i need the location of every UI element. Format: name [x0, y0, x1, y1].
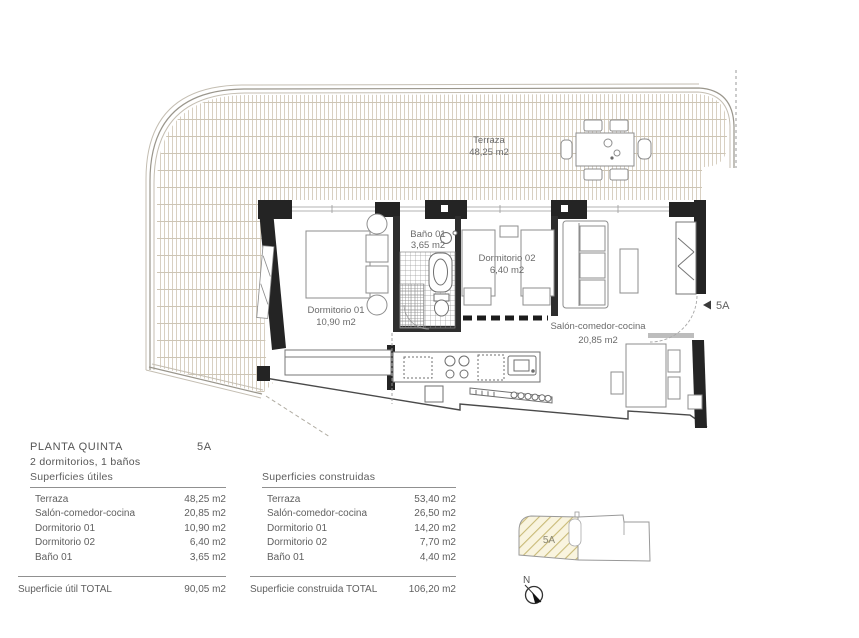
table-row: [30, 551, 226, 565]
row-label: Dormitorio 02: [267, 537, 328, 549]
table-rows: [262, 488, 456, 565]
total-label: Superficie útil TOTAL: [18, 584, 112, 596]
room-area-bano: 3,65 m2: [410, 240, 446, 251]
row-value: 6,40 m2: [189, 537, 226, 549]
room-label-bano: Baño 01: [410, 229, 446, 240]
row-label: Baño 01: [35, 551, 73, 563]
nightstand-icon: [500, 226, 518, 237]
single-bed-2-icon: [521, 230, 554, 305]
kitchen-block-icon: [425, 386, 443, 402]
plan-info: [30, 441, 270, 468]
row-value: 48,25 m2: [184, 494, 226, 505]
room-label-salon: Salón-comedor-cocina: [550, 321, 646, 332]
table-row: [30, 536, 226, 550]
row-value: 53,40 m2: [414, 494, 456, 505]
neighbor-dashed-line: [266, 396, 330, 437]
sofa-icon: [563, 221, 608, 308]
room-area-dorm2: 6,40 m2: [489, 265, 525, 276]
bathtub-icon: [429, 253, 452, 292]
row-label: Salón-comedor-cocina: [267, 508, 368, 520]
row-label: Dormitorio 01: [267, 522, 328, 534]
table-row: [262, 522, 456, 536]
row-label: Salón-comedor-cocina: [35, 508, 136, 520]
room-label-dorm2: Dormitorio 02: [478, 253, 536, 264]
row-label: Terraza: [35, 494, 69, 505]
row-value: 4,40 m2: [419, 551, 456, 563]
total-value: 106,20 m2: [408, 584, 456, 596]
row-value: 7,70 m2: [419, 537, 456, 549]
row-label: Dormitorio 02: [35, 537, 96, 549]
room-label-terraza: Terraza: [473, 135, 505, 146]
table-total-row: [18, 576, 226, 595]
table-superficies-utiles: [18, 471, 226, 596]
table-rows: [30, 488, 226, 565]
row-label: Dormitorio 01: [35, 522, 96, 534]
key-plan: [505, 505, 680, 620]
table-row: [262, 551, 456, 565]
keyplan-stub: [575, 512, 579, 517]
room-label-dorm1: Dormitorio 01: [307, 305, 365, 316]
wall-corner-block: [257, 366, 270, 381]
table-total-row: [250, 576, 456, 595]
unit-label: 5A: [197, 441, 212, 453]
table-superficies-construidas: [250, 471, 456, 596]
page-title: PLANTA QUINTA: [30, 441, 123, 453]
row-value: 20,85 m2: [184, 508, 226, 520]
table-row: [30, 507, 226, 521]
north-arrow-icon: [523, 575, 543, 604]
row-label: Baño 01: [267, 551, 305, 563]
room-area-terraza: 48,25 m2: [469, 147, 509, 158]
row-value: 26,50 m2: [414, 508, 456, 520]
keyplan-building-outline: [578, 515, 650, 561]
north-label: N: [523, 575, 531, 586]
wardrobe-salon-icon: [676, 222, 696, 294]
table-header: Superficies construidas: [262, 471, 456, 488]
table-row: [262, 493, 456, 507]
table-row: [262, 507, 456, 521]
row-value: 10,90 m2: [184, 522, 226, 534]
plan-subtitle: 2 dormitorios, 1 baños: [30, 456, 141, 468]
table-row: [30, 522, 226, 536]
toilet-icon: [434, 294, 449, 316]
row-value: 3,65 m2: [189, 551, 226, 563]
keyplan-unit-label: 5A: [542, 535, 556, 546]
table-header: Superficies útiles: [30, 471, 226, 488]
shower-tiles: [400, 284, 424, 328]
row-value: 14,20 m2: [414, 522, 456, 534]
keyplan-door-notch: [569, 519, 581, 546]
row-label: Terraza: [267, 494, 301, 505]
total-label: Superficie construida TOTAL: [250, 584, 378, 596]
room-area-dorm1: 10,90 m2: [316, 317, 356, 328]
kitchen-sink-icon: [508, 356, 536, 375]
coffee-table-icon: [620, 249, 638, 293]
entrance-unit-label: 5A: [716, 300, 730, 312]
table-row: [262, 536, 456, 550]
room-area-salon: 20,85 m2: [578, 335, 618, 346]
table-row: [30, 493, 226, 507]
total-value: 90,05 m2: [184, 584, 226, 596]
wardrobe-dorm1-icon: [285, 350, 391, 375]
